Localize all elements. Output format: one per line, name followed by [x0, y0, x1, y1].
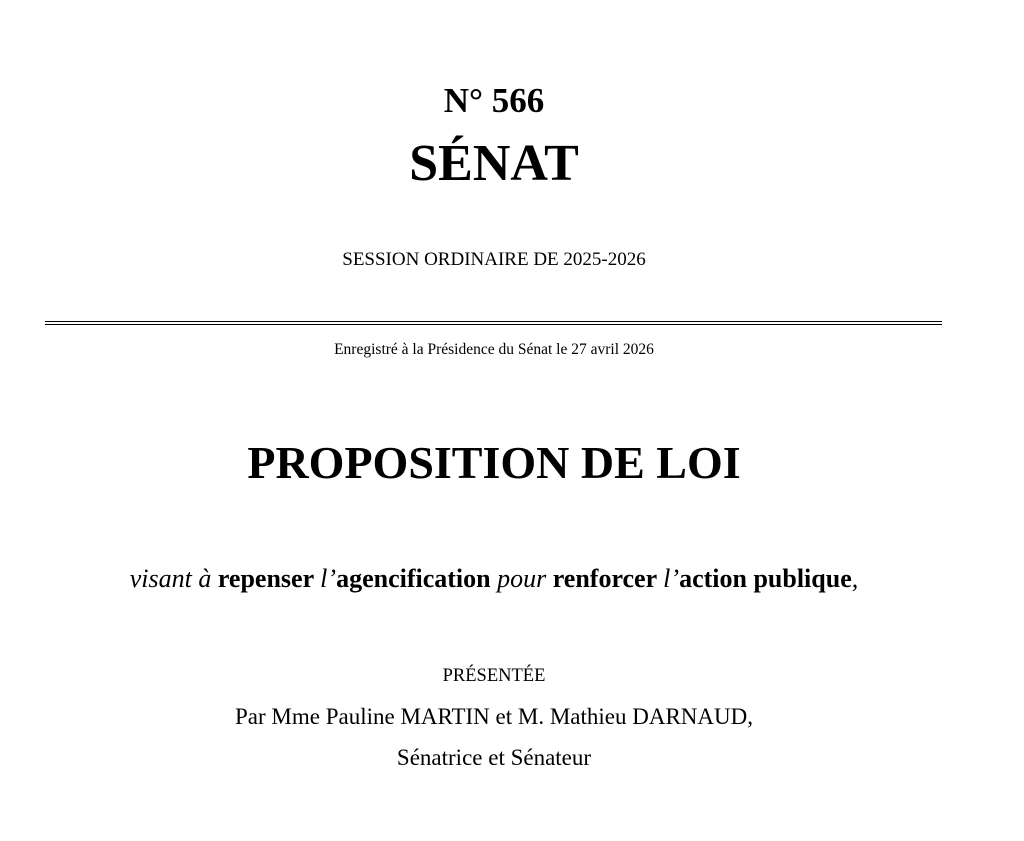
presented-label: PRÉSENTÉE — [442, 666, 546, 686]
subtitle-part: l’ — [663, 564, 680, 593]
subtitle-part: l’ — [320, 564, 337, 593]
subtitle-part: renforcer — [552, 564, 664, 593]
subtitle-part: , — [851, 564, 859, 593]
subtitle-part: action publique — [679, 564, 852, 593]
authors-quality: Sénatrice et Sénateur — [396, 745, 592, 770]
session-line: SESSION ORDINAIRE DE 2025-2026 — [342, 249, 646, 270]
bill-subtitle — [0, 563, 988, 595]
subtitle-part: repenser — [217, 564, 321, 593]
subtitle-part: visant à — [129, 564, 218, 593]
double-rule-divider — [45, 321, 942, 325]
subtitle-part: agencification — [336, 564, 498, 593]
chamber-title: SÉNAT — [409, 135, 579, 192]
registration-line: Enregistré à la Présidence du Sénat le 27 avril 2026 — [334, 341, 654, 358]
subtitle-part: pour — [497, 564, 553, 593]
bill-number: N° 566 — [443, 81, 545, 120]
document-type-title: PROPOSITION DE LOI — [247, 437, 741, 488]
authors-line: Par Mme Pauline MARTIN et M. Mathieu DARNAUD, — [235, 704, 753, 729]
